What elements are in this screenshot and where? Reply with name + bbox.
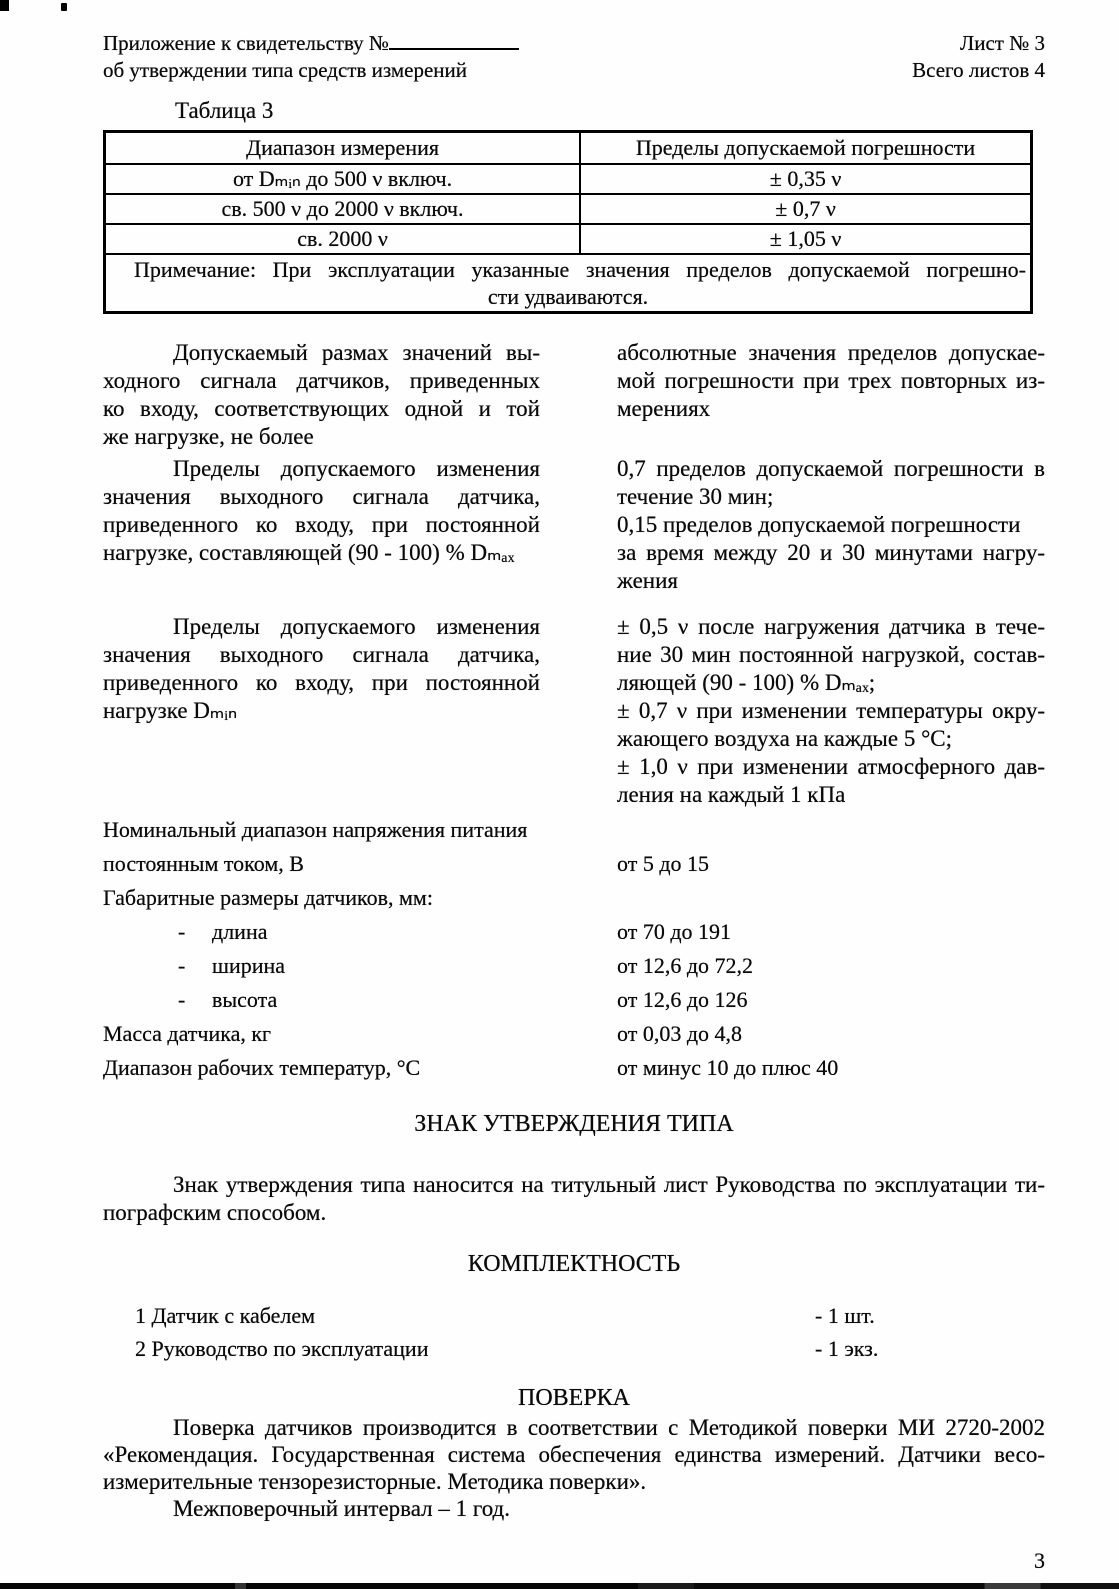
note-line: Примечание: При эксплуатации указанные значения пределов допускаемой погрешно-	[134, 257, 1026, 282]
spec-row-dimensions-header	[103, 881, 1045, 915]
completeness-list	[103, 1299, 1045, 1365]
verification-paragraph	[103, 1414, 1045, 1522]
table-note-row	[105, 254, 1032, 313]
spec-row-length	[103, 915, 1045, 949]
list-item	[103, 1332, 1045, 1365]
scan-artifact-bottom-bar	[0, 1583, 1119, 1589]
text-line: ± 1,0 ν при изменении атмосферного дав-	[617, 754, 1045, 779]
specs-columns-row-a	[103, 339, 1045, 451]
total-sheets: Всего листов 4	[912, 58, 1045, 82]
table-row	[105, 224, 1032, 254]
range-cell: от Dₘᵢₙ до 500 ν включ.	[105, 164, 581, 194]
text-line: ние 30 мин постоянной нагрузкой, состав-	[617, 642, 1045, 667]
text-line: мой погрешности при трех повторных из-	[617, 368, 1045, 393]
spec-row-temperature	[103, 1051, 1045, 1085]
text-line: 0,15 пределов допускаемой погрешности	[617, 512, 1021, 537]
dim-name: длина	[212, 919, 268, 944]
spec-row-mass	[103, 1017, 1045, 1051]
appendix-line-1-text: Приложение к свидетельству №	[103, 31, 389, 55]
text-line: жающего воздуха на каждые 5 °С;	[617, 726, 953, 751]
text-line: «Рекомендация. Государственная система обеспечения единства измерений. Датчики весо-	[103, 1442, 1045, 1467]
spec-left-paragraph	[103, 613, 540, 809]
text-line: значения выходного сигнала датчика,	[103, 484, 540, 509]
spec-row-height	[103, 983, 1045, 1017]
list-dash: -	[178, 919, 186, 944]
spec-value: от минус 10 до плюс 40	[617, 1055, 839, 1080]
appendix-title	[103, 30, 519, 84]
limit-cell: ± 0,7 ν	[580, 194, 1031, 224]
range-cell: св. 500 ν до 2000 ν включ.	[105, 194, 581, 224]
spec-label: Масса датчика, кг	[103, 1021, 272, 1046]
spec-right-paragraph	[617, 613, 1045, 809]
spec-right-paragraph	[617, 455, 1045, 595]
spec-value: от 5 до 15	[617, 851, 710, 876]
text-line: Допускаемый размах значений вы-	[173, 340, 540, 365]
list-dash: -	[178, 987, 186, 1012]
spec-left-paragraph	[103, 339, 540, 451]
text-line: ляющей (90 - 100) % Dₘₐₓ;	[617, 670, 876, 695]
column-header-range: Диапазон измерения	[105, 132, 581, 165]
text-line: измерительные тензорезисторные. Методика поверки».	[103, 1469, 647, 1494]
spec-value: от 0,03 до 4,8	[617, 1021, 743, 1046]
appendix-line-1	[103, 30, 519, 57]
text-line: приведенного ко входу, при постоянной	[103, 512, 540, 537]
limit-cell: ± 0,35 ν	[580, 164, 1031, 194]
table-row	[105, 164, 1032, 194]
text-line: Пределы допускаемого изменения	[173, 456, 540, 481]
appendix-line-2: об утверждении типа средств измерений	[103, 58, 468, 82]
list-dash: -	[178, 953, 186, 978]
text-line: Пределы допускаемого изменения	[173, 614, 540, 639]
spec-row-width	[103, 949, 1045, 983]
text-line: постоянным током, В	[103, 851, 304, 876]
spec-label: Габаритные размеры датчиков, мм:	[103, 885, 433, 910]
spec-value: от 12,6 до 126	[617, 987, 748, 1012]
text-line: мерениях	[617, 396, 711, 421]
table-caption: Таблица 3	[175, 98, 274, 123]
text-line: Номинальный диапазон напряжения питания	[103, 817, 528, 842]
limit-cell: ± 1,05 ν	[580, 224, 1031, 254]
specs-columns-row-b	[103, 455, 1045, 595]
approval-paragraph	[103, 1171, 1045, 1227]
text-line: 0,7 пределов допускаемой погрешности в	[617, 456, 1045, 481]
spec-label: Диапазон рабочих температур, °С	[103, 1055, 421, 1080]
spec-list	[103, 813, 1045, 1085]
text-line: ходного сигнала датчиков, приведенных	[103, 368, 540, 393]
text-line: ± 0,5 ν после нагружения датчика в тече-	[617, 614, 1045, 639]
text-line: значения выходного сигнала датчика,	[103, 642, 540, 667]
spec-value: от 70 до 191	[617, 919, 732, 944]
table-note	[105, 254, 1032, 313]
specs-columns-row-c	[103, 613, 1045, 809]
text-line: ления на каждый 1 кПа	[617, 782, 846, 807]
item-name: 1 Датчик с кабелем	[135, 1303, 316, 1328]
text-line: абсолютные значения пределов допускае-	[617, 340, 1045, 365]
sheet-number: Лист № 3	[959, 31, 1045, 55]
item-quantity: - 1 экз.	[815, 1336, 879, 1361]
section-heading-approval-mark: ЗНАК УТВЕРЖДЕНИЯ ТИПА	[414, 1111, 734, 1137]
dim-name: высота	[212, 987, 278, 1012]
sheet-info	[912, 30, 1045, 84]
item-name: 2 Руководство по эксплуатации	[135, 1336, 429, 1361]
text-line: за время между 20 и 30 минутами нагру-	[617, 540, 1045, 565]
table-row	[105, 194, 1032, 224]
text-line: ко входу, соответствующих одной и той	[103, 396, 540, 421]
list-item	[103, 1299, 1045, 1332]
note-line: сти удваиваются.	[487, 284, 649, 309]
table-header-row	[105, 132, 1032, 165]
spec-right-paragraph	[617, 339, 1045, 451]
text-line: же нагрузке, не более	[103, 424, 314, 449]
dim-name: ширина	[212, 953, 286, 978]
page-header	[103, 30, 1045, 84]
text-line: приведенного ко входу, при постоянной	[103, 670, 540, 695]
section-heading-verification: ПОВЕРКА	[517, 1385, 631, 1411]
page-number: 3	[1034, 1548, 1045, 1573]
text-line: нагрузке, составляющей (90 - 100) % Dₘₐₓ	[103, 540, 515, 565]
certificate-number-blank	[389, 34, 519, 50]
error-limits-table	[103, 130, 1033, 314]
text-line: пографским способом.	[103, 1200, 327, 1225]
spec-value: от 12,6 до 72,2	[617, 953, 754, 978]
text-line: Знак утверждения типа наносится на титульный лист Руководства по эксплуатации ти-	[173, 1172, 1045, 1197]
range-cell: св. 2000 ν	[105, 224, 581, 254]
spec-left-paragraph	[103, 455, 540, 595]
spec-row-power	[103, 813, 1045, 881]
text-line: жения	[617, 568, 678, 593]
text-line: Поверка датчиков производится в соответствии с Методикой поверки МИ 2720-2002	[173, 1415, 1045, 1440]
verification-interval: Межповерочный интервал – 1 год.	[173, 1496, 511, 1521]
spec-label	[103, 813, 617, 881]
column-header-limit: Пределы допускаемой погрешности	[580, 132, 1031, 165]
item-quantity: - 1 шт.	[815, 1303, 875, 1328]
section-heading-completeness: КОМПЛЕКТНОСТЬ	[467, 1251, 681, 1277]
text-line: ± 0,7 ν при изменении температуры окру-	[617, 698, 1045, 723]
text-line: нагрузке Dₘᵢₙ	[103, 698, 238, 723]
text-line: течение 30 мин;	[617, 484, 774, 509]
